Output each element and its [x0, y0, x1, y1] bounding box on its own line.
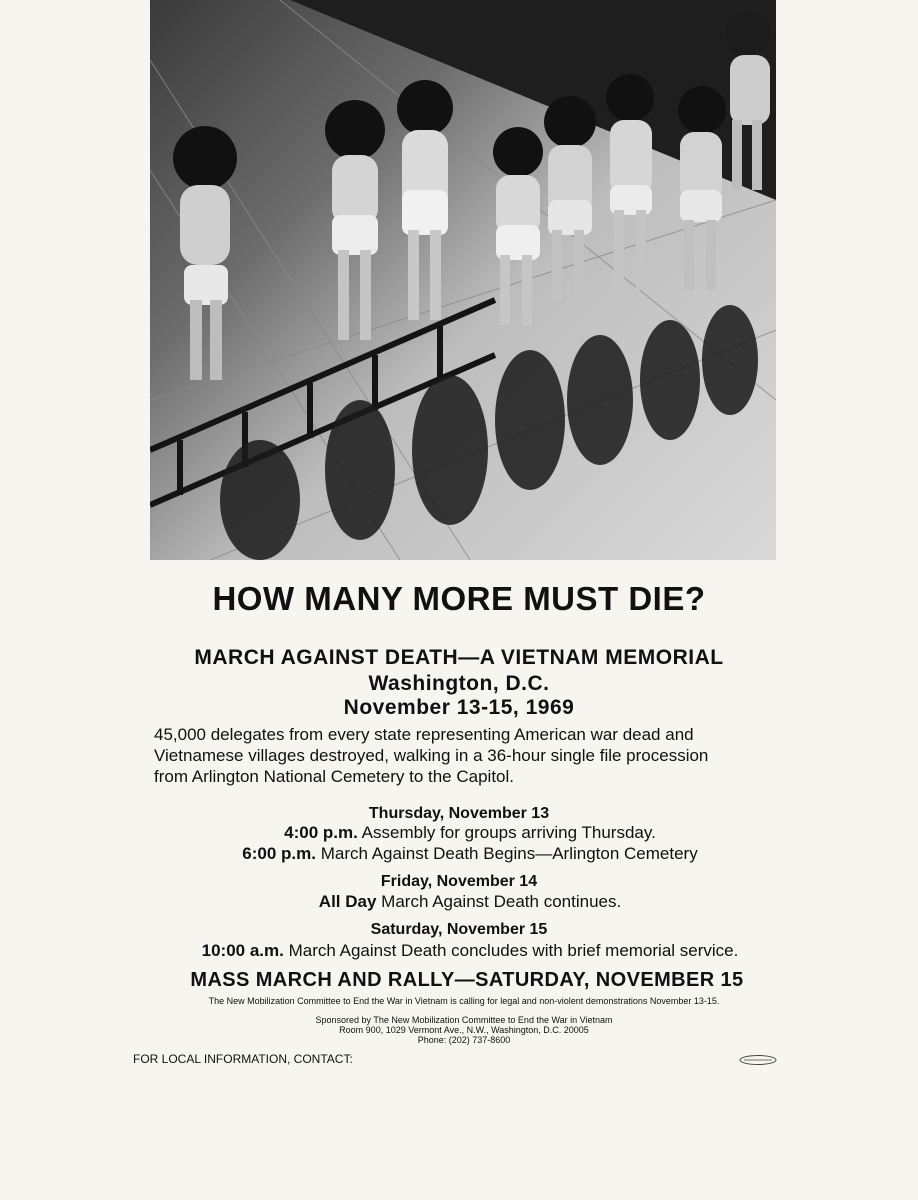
schedule-text: March Against Death Begins—Arlington Cemetery: [320, 844, 698, 863]
schedule-day-saturday: Saturday, November 15: [370, 921, 548, 938]
schedule-time: 4:00 p.m.: [284, 823, 358, 842]
mass-march-banner: MASS MARCH AND RALLY—SATURDAY, NOVEMBER 15: [190, 969, 744, 991]
schedule-text: March Against Death continues.: [381, 892, 622, 911]
schedule-day-thursday: Thursday, November 13: [368, 805, 550, 822]
intro-line: from Arlington National Cemetery to the Capitol.: [154, 767, 515, 786]
schedule-text: Assembly for groups arriving Thursday.: [361, 823, 656, 842]
sponsor-line: Sponsored by The New Mobilization Committee to End the War in Vietnam: [315, 1015, 613, 1025]
schedule-text: March Against Death concludes with brief memorial service.: [288, 941, 739, 960]
event-city: Washington, D.C.: [368, 672, 550, 695]
schedule-time: 10:00 a.m.: [201, 941, 284, 960]
headline: HOW MANY MORE MUST DIE?: [212, 580, 706, 617]
intro-line: 45,000 delegates from every state representing American war dead and: [154, 725, 694, 744]
sponsor-block: [0, 1015, 918, 1045]
event-title: MARCH AGAINST DEATH—A VIETNAM MEMORIAL: [194, 646, 724, 669]
poster-photo: [150, 0, 776, 560]
local-contact-label: FOR LOCAL INFORMATION, CONTACT:: [133, 1052, 353, 1066]
schedule-time: All Day: [318, 892, 377, 911]
intro-line: Vietnamese villages destroyed, walking in a 36-hour single file procession: [154, 746, 709, 765]
schedule-time: 6:00 p.m.: [242, 844, 316, 863]
sponsor-phone: Phone: (202) 737-8600: [417, 1035, 511, 1045]
schedule-item: [0, 844, 918, 864]
committee-note: The New Mobilization Committee to End the War in Vietnam is calling for legal and non-violent demonstrations November 13-15.: [208, 996, 720, 1006]
schedule-day-friday: Friday, November 14: [380, 873, 538, 890]
children-photo-illustration: [150, 0, 776, 560]
sponsor-address: Room 900, 1029 Vermont Ave., N.W., Washington, D.C. 20005: [339, 1025, 589, 1035]
schedule-item: [0, 941, 918, 961]
union-label-icon: [738, 1053, 778, 1071]
event-dates: November 13-15, 1969: [343, 696, 575, 719]
schedule-item: [0, 892, 918, 912]
event-intro: [154, 724, 794, 787]
schedule-item: [0, 823, 918, 843]
